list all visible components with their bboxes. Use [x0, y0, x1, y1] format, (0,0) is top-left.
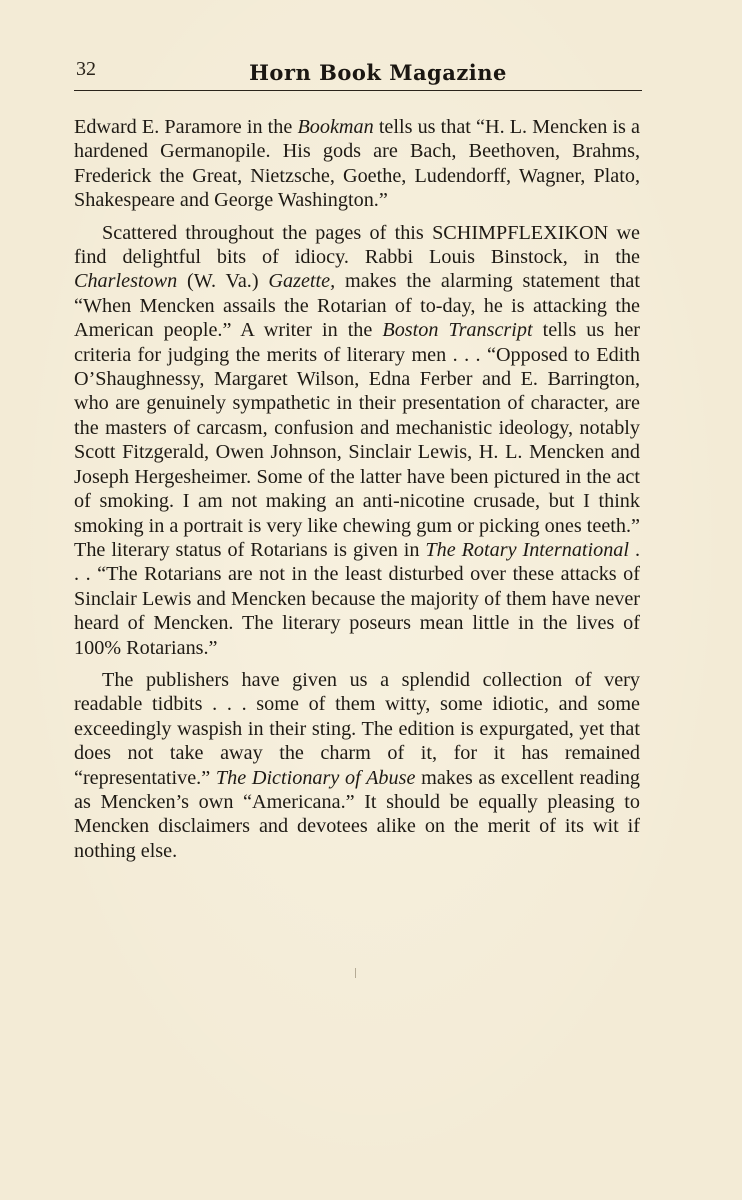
italic-title-text: The Rotary International [425, 538, 630, 561]
paragraph-text: tells us her criteria for judging the merits of literary men . . . “Opposed to Edith O’Shaughnessy, Margaret Wilson, Edna Ferber and E. Barrington, who are genuinely sympathetic in their presentation of character, are the masters of carcasm, confusion and mechanistic ideology, notably Scott Fitzgerald, Owen Johnson, Sinclair Lewis, H. L. Mencken and Joseph Hergesheimer. Some of the latter have been pictured in the act of smoking. I am not making an anti-nicotine crusade, but I think smoking in a portrait is very like chewing gum or picking ones teeth.” The literary status of Rotarians is given in [74, 319, 641, 561]
paragraph-text: tells us that “H. L. Mencken is a hardened Germanopile. His gods are Bach, Beethoven, Brahms, Frederick the Great, Nietzsche, Goethe, Ludendorff, Wagner, Plato, Shakespeare and George Washington.” [74, 116, 640, 212]
paragraph-text: makes as excellent reading as Mencken’s own “Americana.” It should be equally pleasing to Mencken disclaimers and devotees alike on the merit of its wit if nothing else. [74, 766, 641, 862]
paper-mark [355, 968, 356, 978]
paragraph-text: The publishers have given us a splendid collection of very readable tidbits . . . some of them witty, some idiotic, and some exceedingly waspish in their sting. The edition is expurgated, yet that does not take away the charm of it, for it has remained “representative.” [74, 668, 640, 789]
header-rule [74, 90, 642, 91]
italic-title-text: Gazette, [268, 270, 336, 293]
italic-title-text: Boston Transcript [382, 319, 533, 342]
page-header [74, 56, 642, 92]
paragraph-text: Edward E. Paramore in the [74, 116, 298, 138]
italic-title-text: The Dictionary of Abuse [215, 766, 416, 789]
paragraph-2 [74, 221, 640, 660]
paragraph-text: Scattered throughout the pages of this SCHIMPFLEXIKON we find delightful bits of idiocy. Rabbi Louis Binstock, in the [74, 221, 640, 269]
paragraph-3 [74, 668, 640, 863]
italic-title-text: Charlestown [74, 270, 178, 293]
paragraph-text: makes the alarming statement that “When Mencken assails the Rotarian of to-day, he is attacking the American people.” A writer in the [74, 270, 640, 342]
paragraph-text: . . . “The Rotarians are not in the least disturbed over these attacks of Sinclair Lewis and Mencken because the majority of them have never heard of Mencken. The literary poseurs mean little in the lives of 100% Rotarians.” [74, 538, 641, 659]
page-number: 32 [76, 58, 96, 80]
paragraph-text: (W. Va.) [177, 270, 269, 293]
article-body [74, 115, 640, 871]
italic-title-text: Bookman [297, 116, 374, 138]
running-title: Horn Book Magazine [249, 60, 507, 85]
paragraph-1 [74, 115, 640, 213]
